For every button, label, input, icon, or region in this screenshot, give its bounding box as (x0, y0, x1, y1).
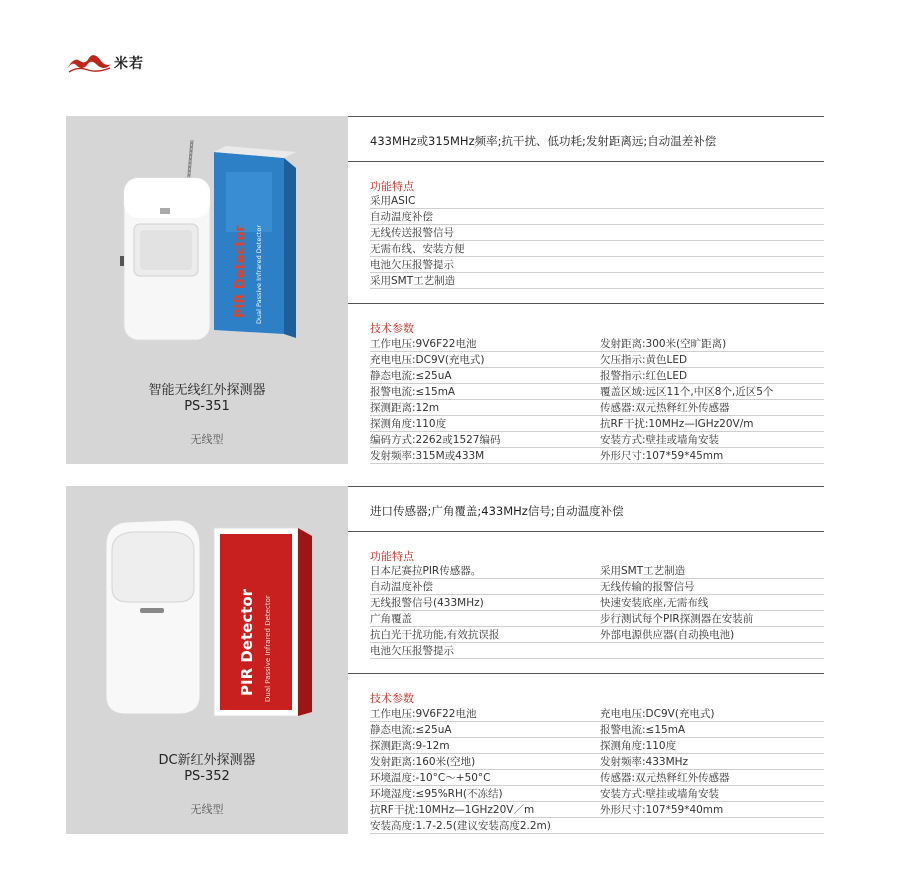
spec-row (370, 721, 824, 738)
feature-item: 日本尼赛拉PIR传感器。 (370, 565, 482, 577)
box-label-secondary: Dual Passive Infrared Detector (255, 224, 263, 324)
spec-item: 工作电压:9V6F22电池 (370, 338, 477, 350)
feature-item: 步行测试每个PIR探测器在安装前 (600, 613, 754, 625)
spec-item: 发射频率:315M或433M (370, 450, 485, 462)
spec-item: 探测距离:12m (370, 402, 440, 414)
spec-item: 报警电流:≤15mA (600, 724, 686, 736)
divider (348, 486, 824, 487)
product-name: DC新红外探测器 (158, 753, 256, 768)
spec-item: 探测距离:9-12m (370, 740, 450, 752)
feature-item: 无需布线、安装方便 (370, 243, 465, 255)
feature-row (370, 208, 824, 225)
feature-row (370, 224, 824, 241)
feature-item: 自动温度补偿 (370, 211, 433, 223)
feature-row (370, 192, 824, 209)
spec-row (370, 785, 824, 802)
product-model: PS-352 (184, 769, 230, 784)
spec-item: 发射距离:160米(空地) (370, 756, 476, 768)
feature-item: 采用ASIC (370, 195, 416, 207)
feature-item: 快速安装底座,无需布线 (600, 597, 709, 609)
divider (348, 673, 824, 674)
box-label-primary: PIR Detector (238, 588, 256, 696)
spec-row (370, 447, 824, 464)
product-summary: 进口传感器;广角覆盖;433MHz信号;自动温度补偿 (370, 504, 624, 518)
features-title: 功能特点 (370, 550, 414, 563)
feature-row (370, 272, 824, 289)
feature-item: 无线报警信号(433MHz) (370, 597, 484, 609)
spec-item: 环境湿度:≤95%RH(不冻结) (370, 788, 503, 800)
pir-detector-illustration (116, 138, 316, 348)
spec-row (370, 335, 824, 352)
box-label-primary: PIR Detector (233, 225, 248, 318)
spec-row (370, 351, 824, 368)
spec-item: 抗RF干扰:10MHz—lGHz20V/m (600, 418, 754, 430)
feature-item: 无线传输的报警信号 (600, 581, 695, 593)
spec-row (370, 367, 824, 384)
spec-item: 覆盖区域:远区11个,中区8个,近区5个 (600, 386, 774, 398)
product-image-panel (66, 116, 348, 464)
spec-item: 充电电压:DC9V(充电式) (370, 354, 485, 366)
spec-row (370, 383, 824, 400)
spec-row (370, 431, 824, 448)
spec-item: 欠压指示:黄色LED (600, 354, 688, 366)
spec-item: 静态电流:≤25uA (370, 724, 452, 736)
product-details (348, 116, 824, 464)
feature-row (370, 256, 824, 273)
product-type: 无线型 (190, 433, 224, 446)
spec-row (370, 753, 824, 770)
spec-item: 发射频率:433MHz (600, 756, 689, 768)
product-card-ps352 (66, 486, 824, 834)
divider (348, 531, 824, 532)
spec-item: 充电电压:DC9V(充电式) (600, 708, 715, 720)
product-model: PS-351 (184, 399, 230, 414)
features-title: 功能特点 (370, 180, 414, 193)
product-image-panel (66, 486, 348, 834)
spec-row (370, 737, 824, 754)
feature-row (370, 578, 824, 595)
spec-item: 报警电流:≤15mA (370, 386, 456, 398)
spec-item: 探测角度:110度 (600, 740, 677, 752)
brand-mountain-icon (66, 52, 112, 74)
spec-item: 发射距离:300米(空旷距离) (600, 338, 727, 350)
pir-detector-illustration (102, 516, 322, 721)
spec-row (370, 399, 824, 416)
spec-row (370, 705, 824, 722)
spec-item: 外形尺寸:107*59*45mm (600, 450, 724, 462)
spec-item: 安装方式:壁挂或墙角安装 (600, 434, 720, 446)
spec-row (370, 415, 824, 432)
feature-item: 无线传送报警信号 (370, 227, 454, 239)
spec-row (370, 817, 824, 834)
divider (348, 116, 824, 117)
spec-item: 传感器:双元热释红外传感器 (600, 402, 730, 414)
feature-item: 广角覆盖 (370, 613, 412, 625)
feature-row (370, 240, 824, 257)
product-card-ps351 (66, 116, 824, 464)
spec-item: 抗RF干扰:10MHz—1GHz20V／m (370, 804, 535, 816)
box-label-secondary: Dual Passive Infrared Detector (264, 595, 272, 702)
feature-item: 自动温度补偿 (370, 581, 433, 593)
feature-item: 外部电源供应器(自动换电池) (600, 629, 735, 641)
spec-item: 安装高度:1.7-2.5(建议安装高度2.2m) (370, 820, 551, 832)
feature-item: 电池欠压报警提示 (370, 645, 454, 657)
spec-item: 工作电压:9V6F22电池 (370, 708, 477, 720)
feature-item: 抗白光干扰功能,有效抗误报 (370, 629, 500, 641)
feature-row (370, 642, 824, 659)
spec-row (370, 801, 824, 818)
product-summary: 433MHz或315MHz频率;抗干扰、低功耗;发射距离远;自动温差补偿 (370, 134, 717, 148)
spec-row (370, 769, 824, 786)
feature-row (370, 562, 824, 579)
spec-item: 编码方式:2262或1527编码 (370, 434, 501, 446)
spec-item: 静态电流:≤25uA (370, 370, 452, 382)
spec-item: 环境温度:-10°C～+50°C (370, 772, 491, 784)
divider (348, 161, 824, 162)
brand-logo (66, 52, 144, 74)
feature-item: 采用SMT工艺制造 (600, 565, 686, 577)
divider (348, 303, 824, 304)
spec-item: 外形尺寸:107*59*40mm (600, 804, 724, 816)
spec-item: 报警指示:红色LED (600, 370, 688, 382)
product-name: 智能无线红外探测器 (148, 383, 266, 398)
feature-item: 采用SMT工艺制造 (370, 275, 456, 287)
specs-title: 技术参数 (370, 322, 414, 335)
spec-item: 传感器:双元热释红外传感器 (600, 772, 730, 784)
feature-row (370, 594, 824, 611)
feature-row (370, 626, 824, 643)
product-details (348, 486, 824, 834)
feature-item: 电池欠压报警提示 (370, 259, 454, 271)
brand-name: 米若 (114, 56, 144, 72)
specs-title: 技术参数 (370, 692, 414, 705)
spec-item: 安装方式:壁挂或墙角安装 (600, 788, 720, 800)
spec-item: 探测角度:110度 (370, 418, 447, 430)
feature-row (370, 610, 824, 627)
product-type: 无线型 (190, 803, 224, 816)
